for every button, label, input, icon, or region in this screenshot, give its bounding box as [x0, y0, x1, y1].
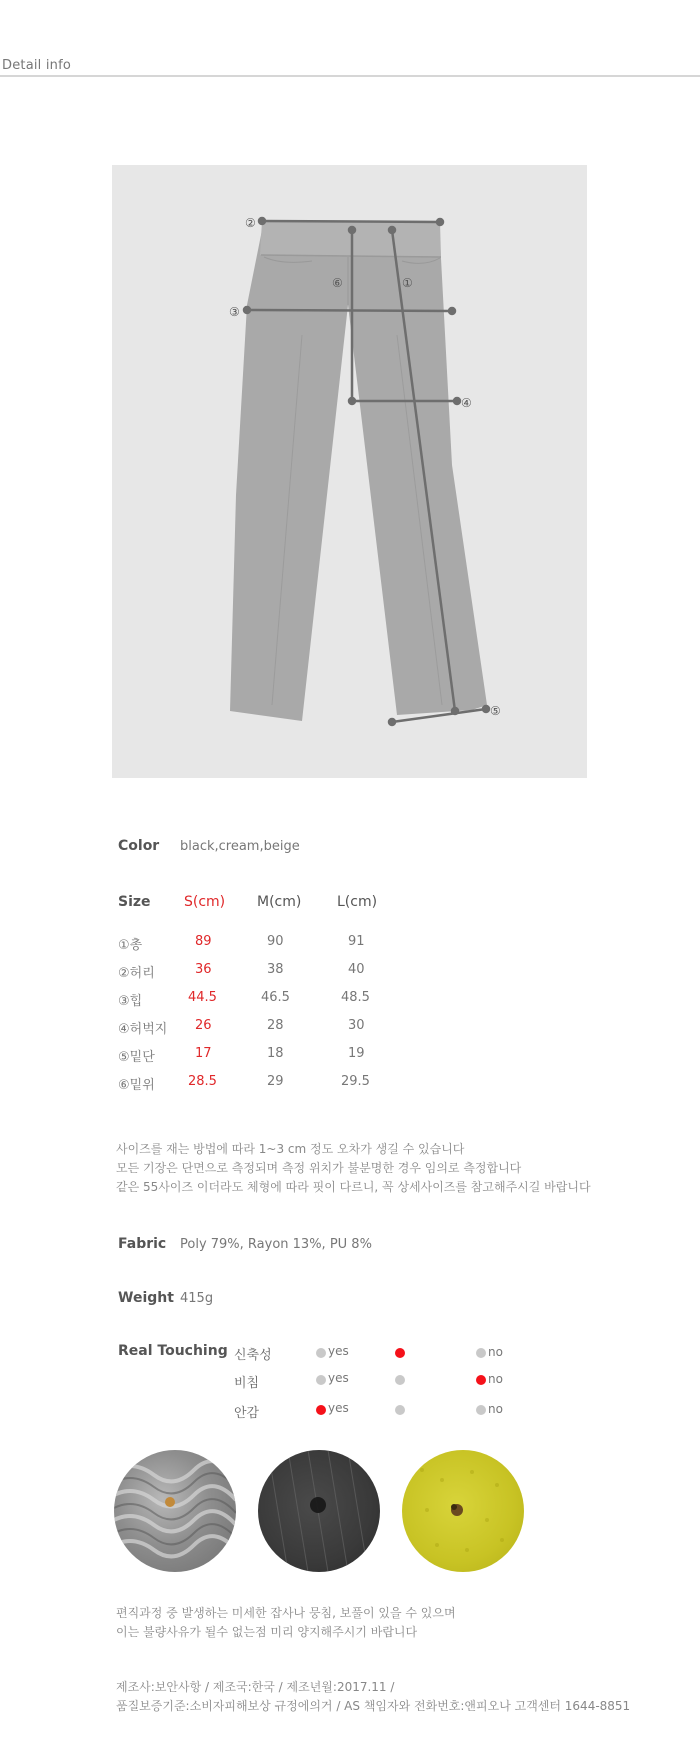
row-s: 17	[195, 1046, 212, 1061]
touch-middle-dot	[395, 1348, 405, 1358]
footer-line: 품질보증기준:소비자피해보상 규정에의거 / AS 책임자와 전화번호:앤피오나 고객센터 1644-8851	[116, 1699, 631, 1713]
touch-yes-dot	[316, 1375, 326, 1385]
color-label: Color	[118, 838, 160, 854]
weight-value: 415g	[180, 1291, 214, 1306]
row-name: ②허리	[118, 966, 155, 981]
row-l: 91	[348, 934, 365, 949]
row-name: ④허벅지	[118, 1022, 168, 1037]
touch-no-dot	[476, 1375, 486, 1385]
touch-yes-dot	[316, 1405, 326, 1415]
touch-no-label: no	[488, 1402, 503, 1416]
knit-notes	[116, 1604, 456, 1642]
marker-6: ⑥	[332, 276, 343, 290]
color-value: black,cream,beige	[180, 839, 300, 854]
size-header-l: L(cm)	[337, 894, 378, 910]
touch-no-dot	[476, 1348, 486, 1358]
row-m: 46.5	[261, 990, 290, 1005]
row-name: ⑤밑단	[118, 1050, 155, 1065]
touch-row-name: 신축성	[234, 1348, 272, 1363]
size-header-m: M(cm)	[257, 894, 302, 910]
note-line: 모든 기장은 단면으로 측정되며 측정 위치가 불분명한 경우 임의로 측정합니다	[116, 1161, 522, 1175]
touching-label: Real Touching	[118, 1343, 228, 1359]
row-l: 29.5	[341, 1074, 370, 1089]
section-divider	[0, 75, 700, 77]
row-l: 19	[348, 1046, 365, 1061]
touch-middle-dot	[395, 1405, 405, 1415]
pants-silhouette	[230, 220, 487, 721]
touch-row-name: 안감	[234, 1406, 260, 1421]
touch-yes-label: yes	[328, 1344, 349, 1358]
size-header-s: S(cm)	[184, 894, 226, 910]
row-l: 30	[348, 1018, 365, 1033]
product-photo	[112, 165, 587, 778]
touch-row-name: 비침	[234, 1376, 260, 1391]
row-s: 44.5	[188, 990, 217, 1005]
row-m: 38	[267, 962, 284, 977]
row-name: ⑥밑위	[118, 1078, 155, 1093]
row-m: 29	[267, 1074, 284, 1089]
note-line: 편직과정 중 발생하는 미세한 잡사나 뭉침, 보풀이 있을 수 있으며	[116, 1606, 456, 1620]
touch-no-dot	[476, 1405, 486, 1415]
touch-yes-label: yes	[328, 1371, 349, 1385]
row-s: 26	[195, 1018, 212, 1033]
row-s: 36	[195, 962, 212, 977]
swatch-charcoal	[258, 1450, 380, 1572]
touch-yes-dot	[316, 1348, 326, 1358]
row-m: 28	[267, 1018, 284, 1033]
section-title: Detail info	[2, 58, 72, 73]
row-name: ①총	[118, 938, 143, 953]
touch-middle-dot	[395, 1375, 405, 1385]
note-line: 이는 불량사유가 될수 없는점 미리 양지해주시기 바랍니다	[116, 1625, 418, 1639]
marker-5: ⑤	[490, 704, 501, 718]
note-line: 같은 55사이즈 이더라도 체형에 따라 핏이 다르니, 꼭 상세사이즈를 참고해주시길 바랍니다	[116, 1180, 591, 1194]
row-l: 40	[348, 962, 365, 977]
size-notes	[116, 1140, 591, 1197]
marker-2: ②	[245, 216, 256, 230]
footer-info	[116, 1678, 630, 1716]
row-s: 89	[195, 934, 212, 949]
touch-yes-label: yes	[328, 1401, 349, 1415]
row-m: 90	[267, 934, 284, 949]
touch-no-label: no	[488, 1345, 503, 1359]
marker-3: ③	[229, 305, 240, 319]
swatch-grey-knit	[114, 1450, 236, 1572]
note-line: 사이즈를 재는 방법에 따라 1~3 cm 정도 오차가 생길 수 있습니다	[116, 1142, 465, 1156]
fabric-label: Fabric	[118, 1236, 167, 1252]
row-name: ③힙	[118, 994, 143, 1009]
touch-no-label: no	[488, 1372, 503, 1386]
size-header: Size	[118, 894, 151, 910]
fabric-value: Poly 79%, Rayon 13%, PU 8%	[180, 1237, 372, 1252]
marker-4: ④	[461, 396, 472, 410]
swatch-yellow	[402, 1450, 524, 1572]
weight-label: Weight	[118, 1290, 174, 1306]
marker-1: ①	[402, 276, 413, 290]
footer-line: 제조사:보안사항 / 제조국:한국 / 제조년월:2017.11 /	[116, 1680, 395, 1694]
row-m: 18	[267, 1046, 284, 1061]
row-s: 28.5	[188, 1074, 217, 1089]
row-l: 48.5	[341, 990, 370, 1005]
pants-diagram	[112, 165, 587, 778]
